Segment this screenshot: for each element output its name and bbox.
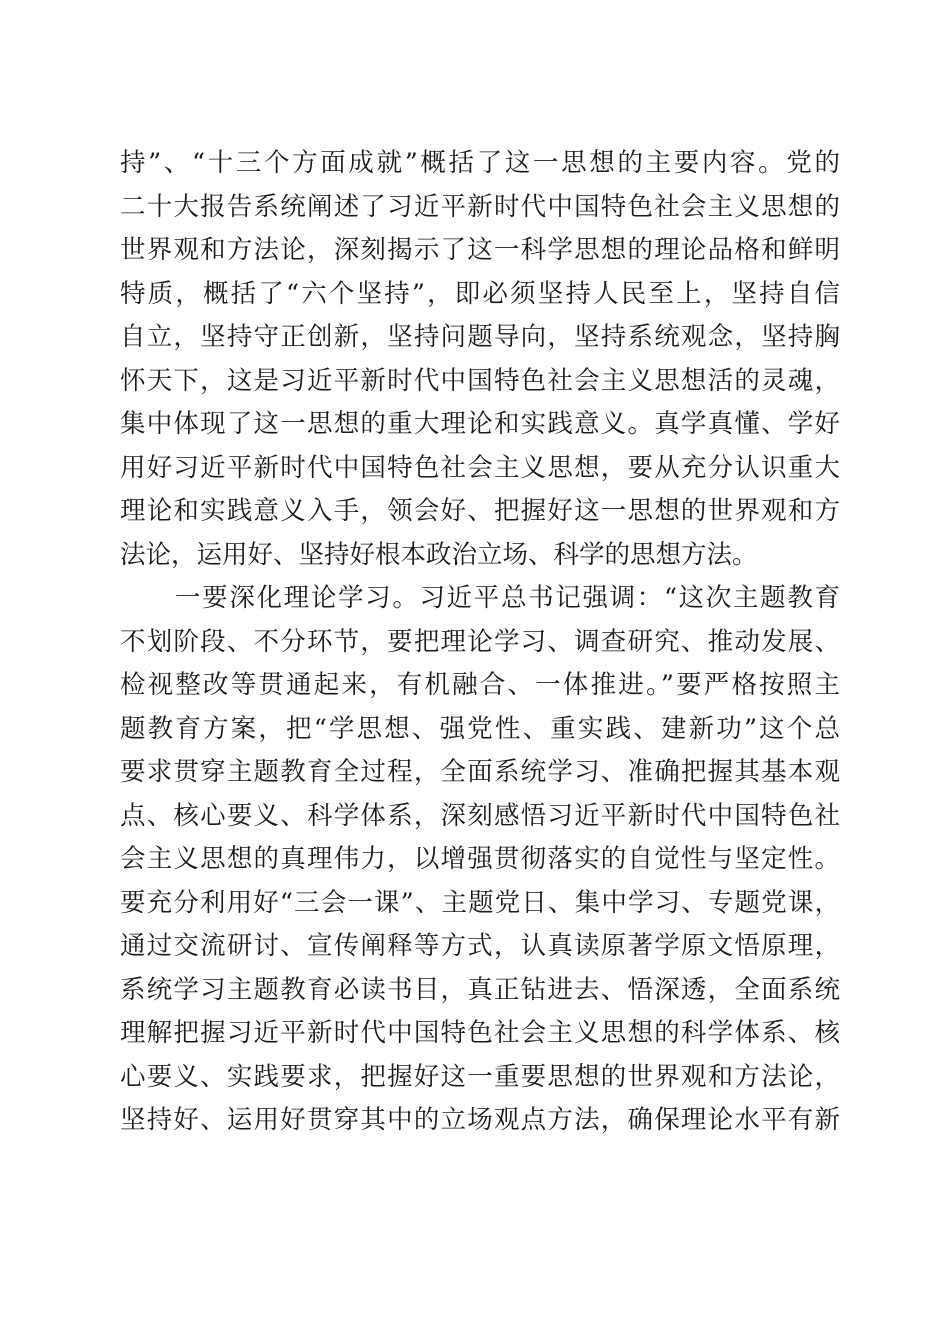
text-line: 用好习近平新时代中国特色社会主义思想，要从充分认识重大: [120, 452, 840, 483]
text-line: 坚持好、运用好贯穿其中的立场观点方法，确保理论水平有新: [120, 1105, 840, 1135]
text-line: 要充分利用好“三会一课”、主题党日、集中学习、专题党课，: [120, 887, 840, 918]
text-line: 会主义思想的真理伟力，以增强贯彻落实的自觉性与坚定性。: [120, 844, 840, 874]
text-line: 点、核心要义、科学体系，深刻感悟习近平新时代中国特色社: [120, 800, 840, 831]
text-line: 特质，概括了“六个坚持”，即必须坚持人民至上，坚持自信: [120, 278, 840, 309]
text-line: 集中体现了这一思想的重大理论和实践意义。真学真懂、学好: [120, 409, 840, 439]
text-line: 世界观和方法论，深刻揭示了这一科学思想的理论品格和鲜明: [120, 235, 840, 265]
paragraph-start-line: 一要深化理论学习。习近平总书记强调：“这次主题教育: [175, 583, 840, 613]
text-line: 理论和实践意义入手，领会好、把握好这一思想的世界观和方: [120, 496, 840, 526]
text-line: 系统学习主题教育必读书目，真正钻进去、悟深透，全面系统: [120, 974, 840, 1005]
text-line: 要求贯穿主题教育全过程，全面系统学习、准确把握其基本观: [120, 757, 840, 787]
paragraph-end-line: 法论，运用好、坚持好根本政治立场、科学的思想方法。: [120, 539, 758, 570]
text-line: 持”、“十三个方面成就”概括了这一思想的主要内容。党的: [120, 148, 840, 178]
text-line: 题教育方案，把“学思想、强党性、重实践、建新功”这个总: [120, 713, 840, 744]
text-line: 二十大报告系统阐述了习近平新时代中国特色社会主义思想的: [120, 191, 840, 222]
text-line: 怀天下，这是习近平新时代中国特色社会主义思想活的灵魂，: [120, 365, 840, 396]
text-line: 通过交流研讨、宣传阐释等方式，认真读原著学原文悟原理，: [120, 931, 840, 961]
text-line: 心要义、实践要求，把握好这一重要思想的世界观和方法论，: [120, 1061, 840, 1092]
text-line: 自立，坚持守正创新，坚持问题导向，坚持系统观念，坚持胸: [120, 322, 840, 352]
body-text: [120, 142, 840, 1143]
text-line: 检视整改等贯通起来，有机融合、一体推进。”要严格按照主: [120, 670, 840, 700]
text-line: 不划阶段、不分环节，要把理论学习、调查研究、推动发展、: [120, 626, 840, 657]
text-line: 理解把握习近平新时代中国特色社会主义思想的科学体系、核: [120, 1018, 840, 1048]
